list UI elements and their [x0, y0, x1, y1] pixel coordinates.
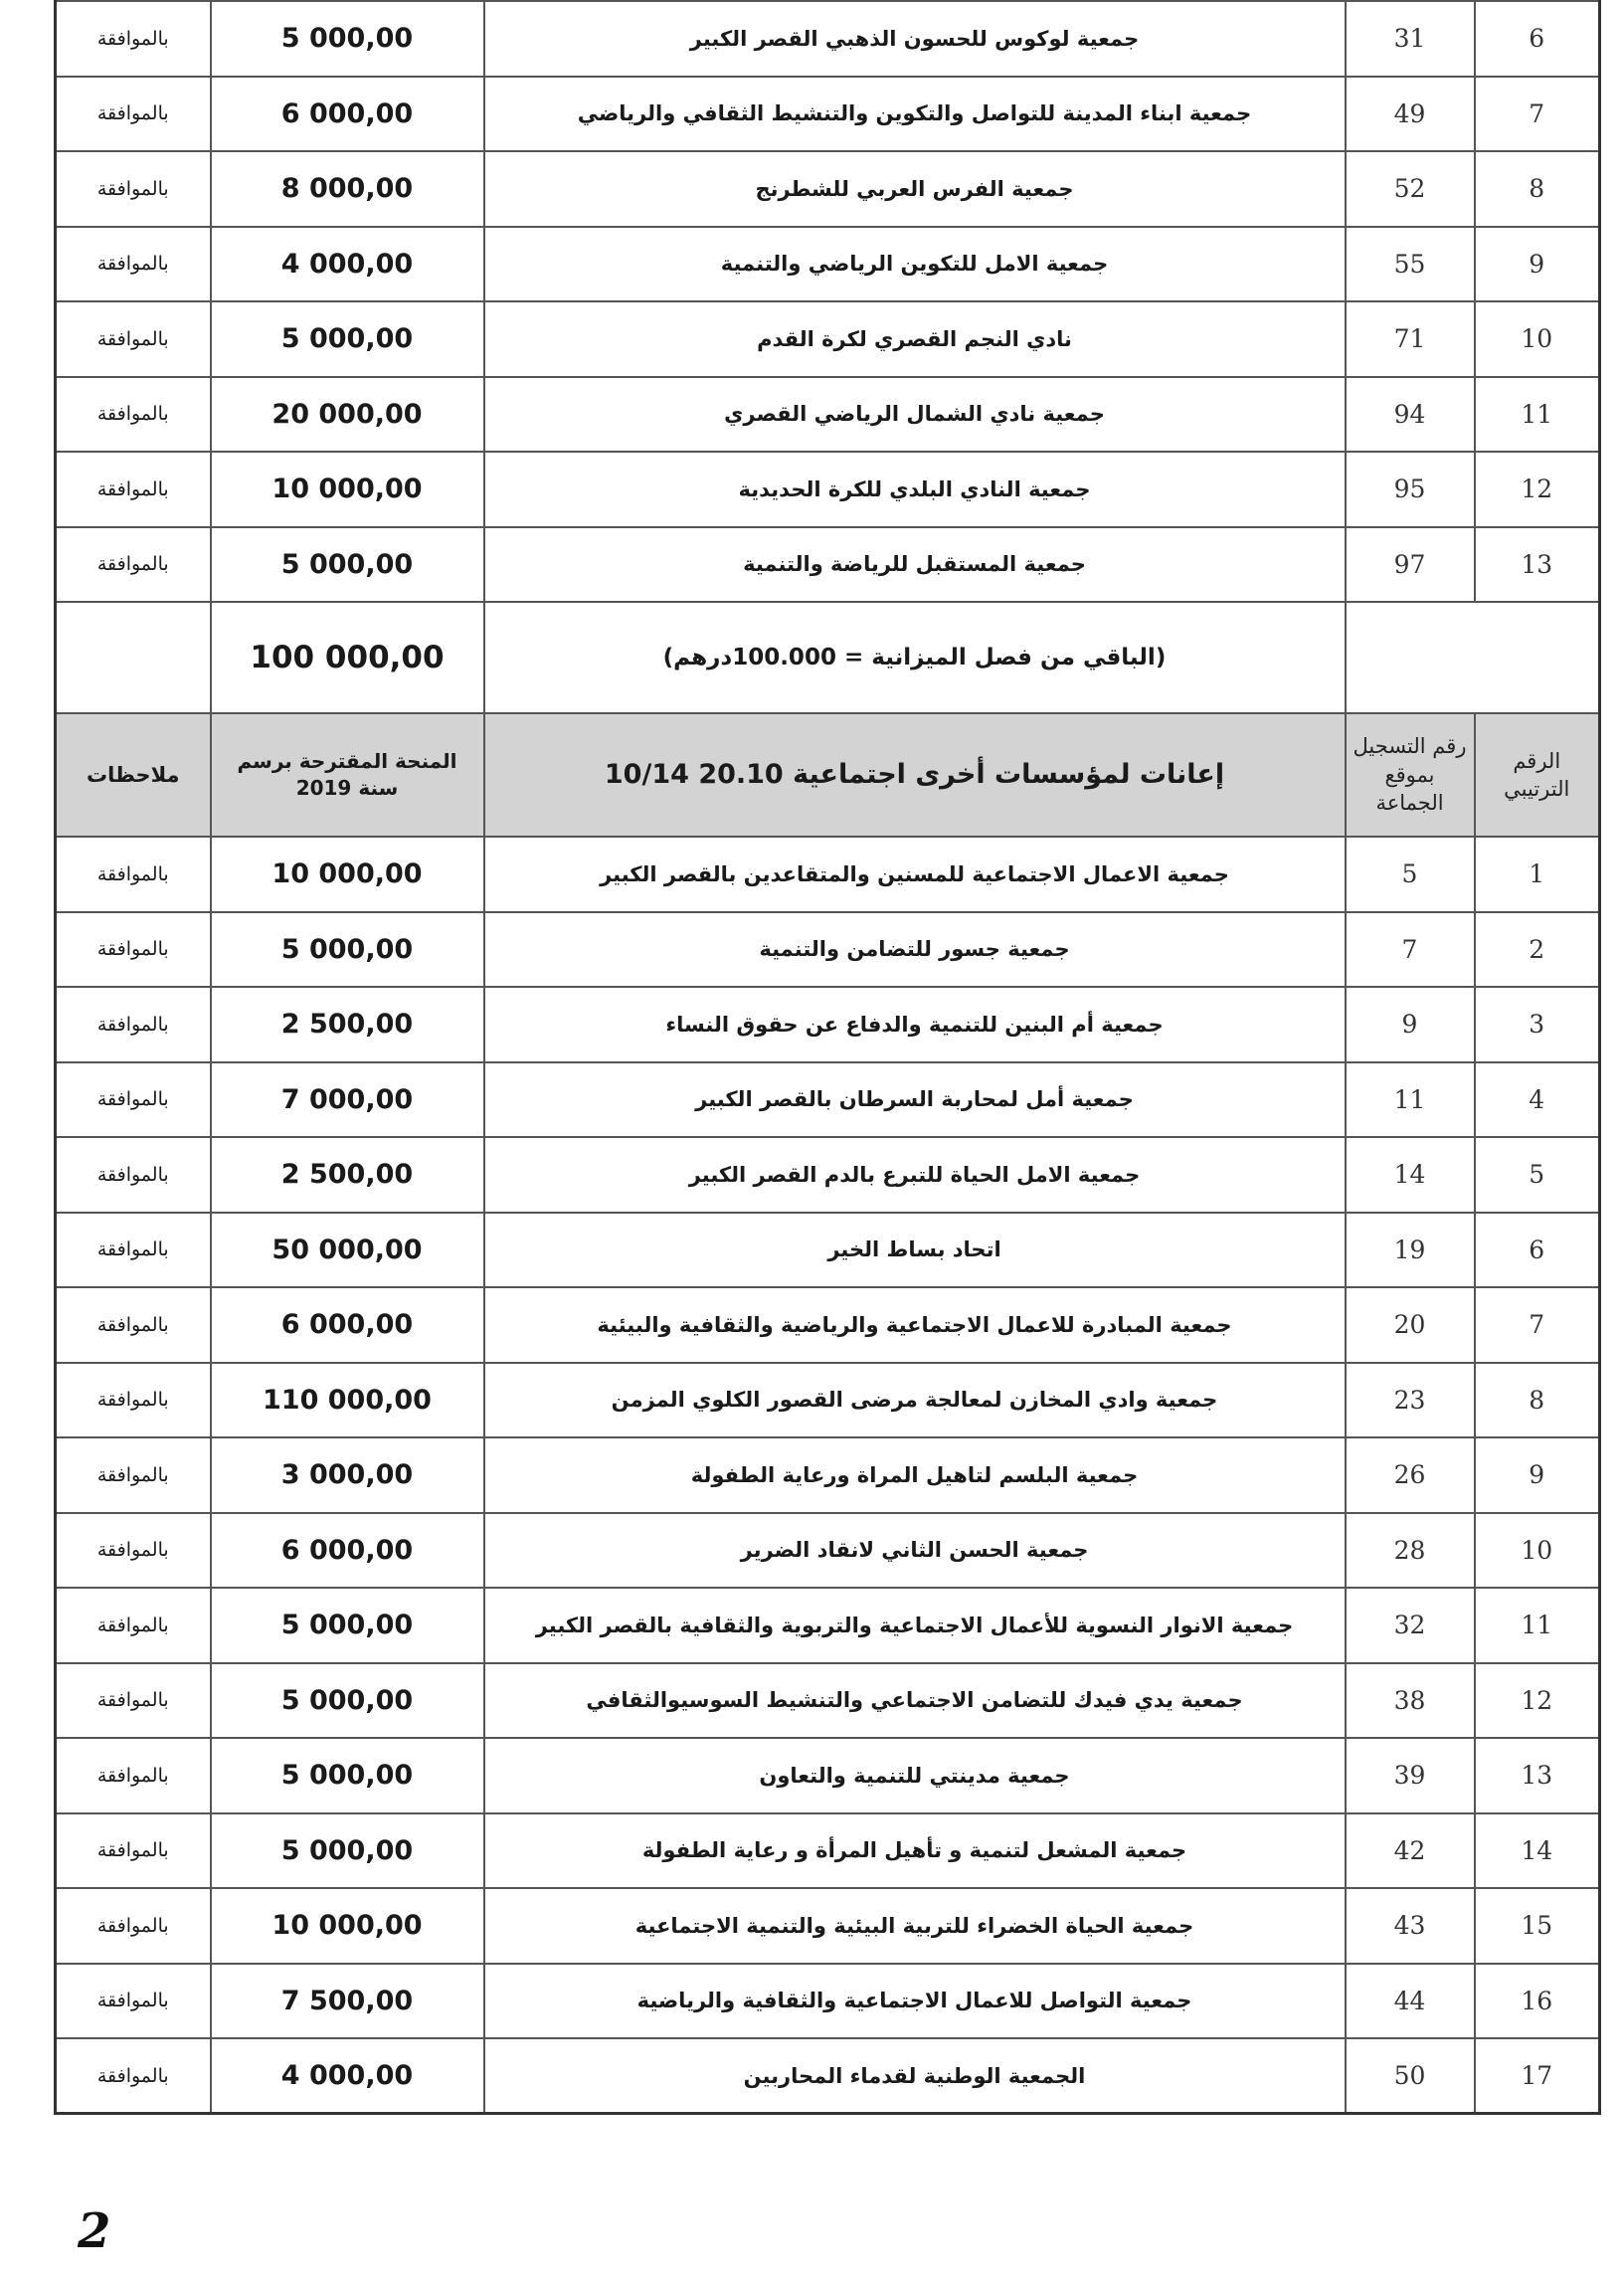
registration-number: 20 — [1346, 1287, 1475, 1363]
registration-number: 19 — [1346, 1213, 1475, 1288]
page-number: 2 — [78, 2203, 111, 2259]
registration-number: 14 — [1346, 1137, 1475, 1213]
registration-number: 42 — [1346, 1813, 1475, 1889]
association-name: جمعية لوكوس للحسون الذهبي القصر الكبير — [484, 1, 1346, 77]
table-row — [56, 1588, 1600, 1663]
registration-number: 55 — [1346, 227, 1475, 302]
grant-amount: 4 000,00 — [211, 2038, 484, 2114]
association-name: جمعية نادي الشمال الرياضي القصري — [484, 377, 1346, 453]
registration-number: 97 — [1346, 527, 1475, 603]
grant-amount: 6 000,00 — [211, 77, 484, 152]
registration-number: 31 — [1346, 1, 1475, 77]
approval-note: بالموافقة — [56, 151, 211, 227]
table-row — [56, 912, 1600, 988]
table-row — [56, 301, 1600, 377]
association-name: جمعية النادي البلدي للكرة الحديدية — [484, 452, 1346, 527]
row-index: 11 — [1475, 377, 1600, 453]
association-name: جمعية المشعل لتنمية و تأهيل المرأة و رعاية الطفولة — [484, 1813, 1346, 1889]
approval-note: بالموافقة — [56, 77, 211, 152]
row-index: 12 — [1475, 1663, 1600, 1739]
registration-number: 94 — [1346, 377, 1475, 453]
grant-amount: 10 000,00 — [211, 837, 484, 912]
grants-table — [54, 0, 1601, 2115]
table-row — [56, 527, 1600, 603]
grant-amount: 5 000,00 — [211, 912, 484, 988]
row-index: 6 — [1475, 1, 1600, 77]
association-name: جمعية الامل الحياة للتبرع بالدم القصر الكبير — [484, 1137, 1346, 1213]
table-row — [56, 1137, 1600, 1213]
row-index: 9 — [1475, 227, 1600, 302]
column-header-amount: المنحة المقترحة برسم سنة 2019 — [211, 713, 484, 837]
row-index: 7 — [1475, 1287, 1600, 1363]
grant-amount: 2 500,00 — [211, 1137, 484, 1213]
association-name: جمعية الاعمال الاجتماعية للمسنين والمتقاعدين بالقصر الكبير — [484, 837, 1346, 912]
association-name: جمعية الحسن الثاني لانقاد الضرير — [484, 1513, 1346, 1589]
association-name: جمعية المستقبل للرياضة والتنمية — [484, 527, 1346, 603]
column-header-index: الرقم الترتيبي — [1475, 713, 1600, 837]
registration-number: 38 — [1346, 1663, 1475, 1739]
row-index: 13 — [1475, 1738, 1600, 1813]
grant-amount: 2 500,00 — [211, 987, 484, 1062]
approval-note: بالموافقة — [56, 1588, 211, 1663]
registration-number: 5 — [1346, 837, 1475, 912]
approval-note: بالموافقة — [56, 2038, 211, 2114]
row-index: 14 — [1475, 1813, 1600, 1889]
table-row — [56, 1287, 1600, 1363]
empty-cell — [1346, 602, 1600, 713]
row-index: 10 — [1475, 1513, 1600, 1589]
association-name: جمعية أم البنين للتنمية والدفاع عن حقوق النساء — [484, 987, 1346, 1062]
table-row — [56, 227, 1600, 302]
association-name: جمعية الانوار النسوية للأعمال الاجتماعية والتربوية والثقافية بالقصر الكبير — [484, 1588, 1346, 1663]
row-index: 1 — [1475, 837, 1600, 912]
association-name: جمعية ابناء المدينة للتواصل والتكوين والتنشيط الثقافي والرياضي — [484, 77, 1346, 152]
grant-amount: 50 000,00 — [211, 1213, 484, 1288]
grant-amount: 20 000,00 — [211, 377, 484, 453]
row-index: 16 — [1475, 1964, 1600, 2039]
table-row — [56, 987, 1600, 1062]
table-row — [56, 377, 1600, 453]
table-row — [56, 1813, 1600, 1889]
table-row — [56, 151, 1600, 227]
table-row — [56, 1513, 1600, 1589]
table-row — [56, 1363, 1600, 1438]
registration-number: 26 — [1346, 1437, 1475, 1513]
approval-note: بالموافقة — [56, 1738, 211, 1813]
grant-amount: 7 500,00 — [211, 1964, 484, 2039]
approval-note: بالموافقة — [56, 452, 211, 527]
registration-number: 44 — [1346, 1964, 1475, 2039]
association-name: اتحاد بساط الخير — [484, 1213, 1346, 1288]
association-name: جمعية الامل للتكوين الرياضي والتنمية — [484, 227, 1346, 302]
row-index: 11 — [1475, 1588, 1600, 1663]
table-row — [56, 1, 1600, 77]
approval-note: بالموافقة — [56, 912, 211, 988]
approval-note: بالموافقة — [56, 1137, 211, 1213]
table-row — [56, 1888, 1600, 1964]
association-name: جمعية وادي المخازن لمعالجة مرضى القصور الكلوي المزمن — [484, 1363, 1346, 1438]
approval-note: بالموافقة — [56, 1213, 211, 1288]
row-index: 8 — [1475, 151, 1600, 227]
grant-amount: 10 000,00 — [211, 452, 484, 527]
table-row — [56, 1663, 1600, 1739]
table-row — [56, 1738, 1600, 1813]
column-header-registration: رقم التسجيل بموقع الجماعة — [1346, 713, 1475, 837]
registration-number: 9 — [1346, 987, 1475, 1062]
association-name: جمعية مدينتي للتنمية والتعاون — [484, 1738, 1346, 1813]
registration-number: 23 — [1346, 1363, 1475, 1438]
registration-number: 28 — [1346, 1513, 1475, 1589]
table-row — [56, 837, 1600, 912]
association-name: الجمعية الوطنية لقدماء المحاربين — [484, 2038, 1346, 2114]
grant-amount: 10 000,00 — [211, 1888, 484, 1964]
row-index: 7 — [1475, 77, 1600, 152]
registration-number: 7 — [1346, 912, 1475, 988]
column-header-notes: ملاحظات — [56, 713, 211, 837]
approval-note: بالموافقة — [56, 1513, 211, 1589]
association-name: جمعية يدي فيدك للتضامن الاجتماعي والتنشيط السوسيوالثقافي — [484, 1663, 1346, 1739]
grant-amount: 3 000,00 — [211, 1437, 484, 1513]
row-index: 13 — [1475, 527, 1600, 603]
budget-remaining-row — [56, 602, 1600, 713]
section-header-row — [56, 713, 1600, 837]
registration-number: 43 — [1346, 1888, 1475, 1964]
row-index: 6 — [1475, 1213, 1600, 1288]
table-row — [56, 1964, 1600, 2039]
registration-number: 49 — [1346, 77, 1475, 152]
grant-amount: 6 000,00 — [211, 1513, 484, 1589]
grant-amount: 5 000,00 — [211, 1, 484, 77]
association-name: جمعية الفرس العربي للشطرنج — [484, 151, 1346, 227]
grant-amount: 8 000,00 — [211, 151, 484, 227]
grant-amount: 5 000,00 — [211, 1588, 484, 1663]
document-page — [55, 0, 1601, 2115]
association-name: جمعية البلسم لتاهيل المراة ورعاية الطفولة — [484, 1437, 1346, 1513]
row-index: 2 — [1475, 912, 1600, 988]
grant-amount: 5 000,00 — [211, 1663, 484, 1739]
grant-amount: 4 000,00 — [211, 227, 484, 302]
approval-note: بالموافقة — [56, 527, 211, 603]
budget-remaining-label: (الباقي من فصل الميزانية = 100.000درهم) — [484, 602, 1346, 713]
table-row — [56, 1213, 1600, 1288]
approval-note: بالموافقة — [56, 1663, 211, 1739]
grant-amount: 5 000,00 — [211, 1738, 484, 1813]
approval-note: بالموافقة — [56, 377, 211, 453]
table-row — [56, 77, 1600, 152]
approval-note: بالموافقة — [56, 1062, 211, 1138]
row-index: 17 — [1475, 2038, 1600, 2114]
budget-remaining-amount: 100 000,00 — [211, 602, 484, 713]
registration-number: 52 — [1346, 151, 1475, 227]
association-name: جمعية التواصل للاعمال الاجتماعية والثقافية والرياضية — [484, 1964, 1346, 2039]
approval-note: بالموافقة — [56, 1888, 211, 1964]
approval-note: بالموافقة — [56, 227, 211, 302]
registration-number: 11 — [1346, 1062, 1475, 1138]
approval-note: بالموافقة — [56, 1437, 211, 1513]
grant-amount: 5 000,00 — [211, 301, 484, 377]
grant-amount: 7 000,00 — [211, 1062, 484, 1138]
row-index: 12 — [1475, 452, 1600, 527]
approval-note: بالموافقة — [56, 837, 211, 912]
association-name: جمعية الحياة الخضراء للتربية البيئية والتنمية الاجتماعية — [484, 1888, 1346, 1964]
table-row — [56, 452, 1600, 527]
registration-number: 71 — [1346, 301, 1475, 377]
section-title: إعانات لمؤسسات أخرى اجتماعية 20.10 10/14 — [484, 713, 1346, 837]
registration-number: 50 — [1346, 2038, 1475, 2114]
table-row — [56, 1062, 1600, 1138]
approval-note: بالموافقة — [56, 1363, 211, 1438]
approval-note: بالموافقة — [56, 1287, 211, 1363]
table-row — [56, 1437, 1600, 1513]
grants-table-body — [56, 1, 1600, 2114]
association-name: جمعية المبادرة للاعمال الاجتماعية والرياضية والثقافية والبيئية — [484, 1287, 1346, 1363]
approval-note: بالموافقة — [56, 301, 211, 377]
row-index: 9 — [1475, 1437, 1600, 1513]
row-index: 3 — [1475, 987, 1600, 1062]
row-index: 4 — [1475, 1062, 1600, 1138]
registration-number: 39 — [1346, 1738, 1475, 1813]
grant-amount: 110 000,00 — [211, 1363, 484, 1438]
table-row — [56, 2038, 1600, 2114]
registration-number: 95 — [1346, 452, 1475, 527]
row-index: 8 — [1475, 1363, 1600, 1438]
row-index: 15 — [1475, 1888, 1600, 1964]
association-name: نادي النجم القصري لكرة القدم — [484, 301, 1346, 377]
approval-note: بالموافقة — [56, 1964, 211, 2039]
empty-cell — [56, 602, 211, 713]
row-index: 5 — [1475, 1137, 1600, 1213]
grant-amount: 6 000,00 — [211, 1287, 484, 1363]
approval-note: بالموافقة — [56, 1, 211, 77]
row-index: 10 — [1475, 301, 1600, 377]
approval-note: بالموافقة — [56, 1813, 211, 1889]
association-name: جمعية جسور للتضامن والتنمية — [484, 912, 1346, 988]
registration-number: 32 — [1346, 1588, 1475, 1663]
grant-amount: 5 000,00 — [211, 527, 484, 603]
association-name: جمعية أمل لمحاربة السرطان بالقصر الكبير — [484, 1062, 1346, 1138]
grant-amount: 5 000,00 — [211, 1813, 484, 1889]
approval-note: بالموافقة — [56, 987, 211, 1062]
